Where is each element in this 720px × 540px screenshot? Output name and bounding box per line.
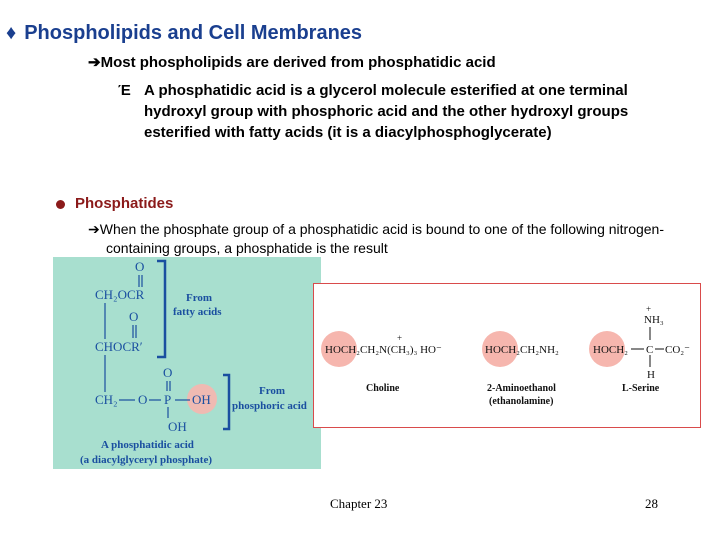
diamond-bullet-icon: ♦ bbox=[6, 22, 17, 44]
title-text: Phospholipids and Cell Membranes bbox=[24, 22, 363, 44]
page-number: 28 bbox=[645, 496, 658, 511]
phosphatide-result-text: ➔When the phosphate group of a phosphatidic acid is bound to one of the following nitrogen-containing groups, a phosphatide is the result bbox=[88, 221, 665, 256]
phosphorus: P bbox=[164, 392, 172, 407]
serine-label: L-Serine bbox=[622, 383, 660, 394]
caption-line-2: (a diacylglyceryl phosphate) bbox=[80, 454, 212, 466]
ethanolamine-label-2: (ethanolamine) bbox=[489, 396, 554, 407]
serine-carboxylate: CO₂⁻ bbox=[665, 344, 690, 356]
nitrogen-groups-figure bbox=[313, 283, 701, 428]
caption-line-1: A phosphatidic acid bbox=[101, 439, 194, 451]
phosphate-oh: OH bbox=[192, 392, 211, 407]
fatty-ester-row-1: CH₂OCR bbox=[95, 287, 145, 302]
fatty-ester-row-2: CHOCR′ bbox=[95, 339, 143, 354]
serine-amino-charge: + bbox=[646, 304, 652, 314]
serine-h: H bbox=[647, 369, 655, 381]
footer-chapter: Chapter 23 bbox=[330, 496, 388, 511]
from-fatty-label-2: fatty acids bbox=[173, 306, 222, 318]
dot-bullet-icon bbox=[56, 200, 65, 209]
carbonyl-o-mid: O bbox=[129, 309, 139, 324]
point-derived-from: ➔Most phospholipids are derived from phosphatidic acid bbox=[88, 54, 496, 71]
choline-formula: HOCH₂CH₂N(CH₃)₃ HO⁻ bbox=[325, 344, 442, 356]
point-phosphatide-result bbox=[88, 220, 688, 258]
from-phos-label-1: From bbox=[259, 385, 286, 397]
from-fatty-label-1: From bbox=[186, 292, 213, 304]
phosphoryl-o: O bbox=[163, 365, 173, 380]
phosphatides-text: Phosphatides bbox=[75, 195, 174, 212]
ethanolamine-label-1: 2-Aminoethanol bbox=[487, 383, 556, 394]
point-phosphatides bbox=[56, 195, 173, 212]
slide-title bbox=[6, 22, 362, 45]
from-phos-label-2: phosphoric acid bbox=[232, 400, 307, 412]
point-definition-text: A phosphatidic acid is a glycerol molecule esterified at one terminal hydroxyl group with phosphoric acid and the other hydroxyl groups esterified with fatty acids (it is a diacylphosphoglycerate) bbox=[144, 82, 629, 141]
sub-bullet-icon: Έ bbox=[118, 82, 131, 99]
point-definition bbox=[118, 80, 678, 143]
figure-background bbox=[53, 257, 321, 469]
glycerol-ch2: CH₂ bbox=[95, 392, 118, 407]
ethanolamine-formula: HOCH₂CH₂NH₂ bbox=[485, 344, 559, 356]
phosphate-oh-bottom: OH bbox=[168, 419, 187, 434]
choline-label: Choline bbox=[366, 383, 400, 394]
choline-charge: + bbox=[397, 333, 403, 343]
ester-o: O bbox=[138, 392, 148, 407]
phosphatidic-acid-figure bbox=[53, 257, 321, 469]
serine-alpha-c: C bbox=[646, 344, 654, 356]
carbonyl-o-top: O bbox=[135, 259, 145, 274]
serine-left: HOCH₂ bbox=[593, 344, 629, 356]
serine-amino: NH₃ bbox=[644, 314, 664, 326]
